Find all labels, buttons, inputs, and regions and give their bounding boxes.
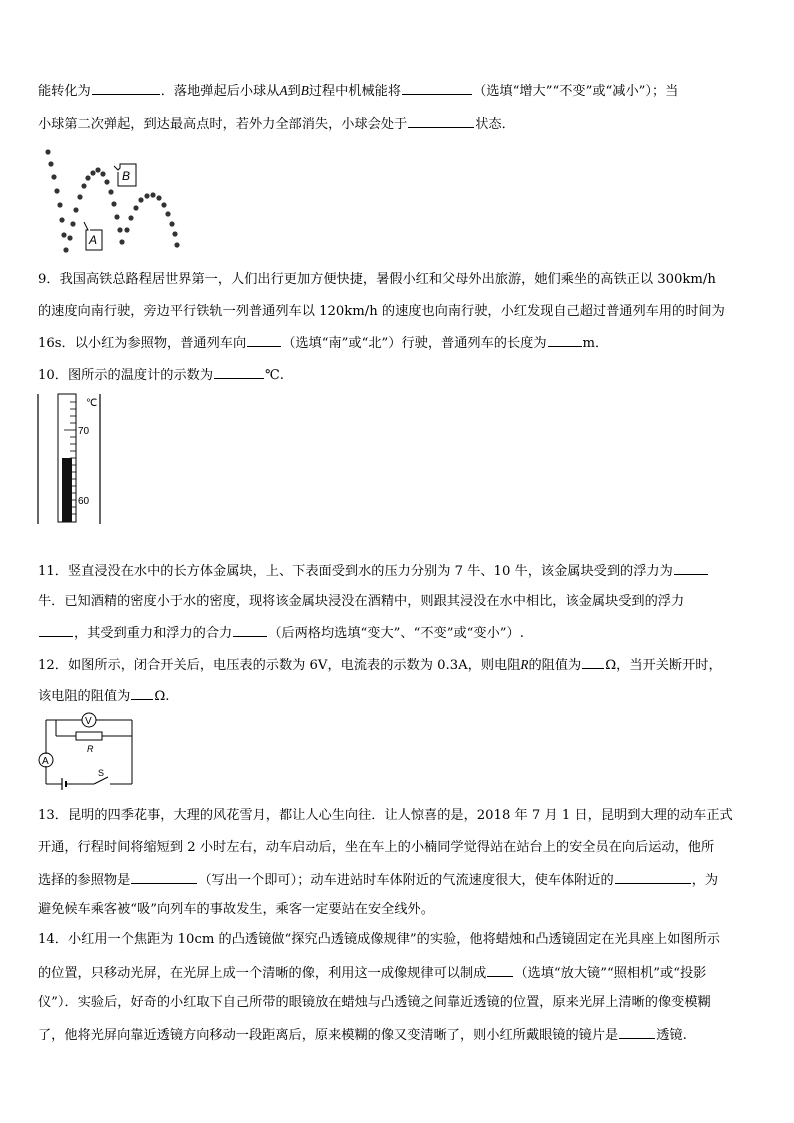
point-b-label: B: [300, 83, 309, 98]
q8-blank-3[interactable]: [408, 113, 474, 128]
q12-text: Ω.: [154, 689, 170, 704]
ball-trajectory: [45, 149, 179, 252]
q8-text: ．落地弹起后小球从: [160, 84, 280, 99]
q12-text: 12．如图所示，闭合开关后，电压表的示数为 6V，电流表的示数为 0.3A，则电阻: [38, 658, 521, 673]
q9-text: （选填“南”或“北”）行驶，普通列车的长度为: [282, 336, 547, 351]
resistor-label: R: [87, 744, 94, 754]
q8-blank-2[interactable]: [402, 80, 472, 95]
q13-blank-1[interactable]: [131, 869, 197, 884]
q8-line-2: [38, 113, 515, 135]
q14-text: 仪”）．实验后，好奇的小红取下自己所带的眼镜放在蜡烛与凸透镜之间靠近透镜的位置，原来光屏上清晰的像变模糊: [38, 995, 711, 1010]
q13-text: ，为: [691, 873, 719, 888]
q14-text: 透镜.: [656, 1028, 687, 1043]
q9-blank-2[interactable]: [548, 332, 582, 347]
ammeter-label: A: [42, 756, 49, 767]
q12-blank-1[interactable]: [582, 654, 604, 669]
circuit-diagram: [36, 712, 142, 790]
q14-text: 的位置，只移动光屏，在光屏上成一个清晰的像，利用这一成像规律可以制成: [38, 966, 487, 981]
q9-text: 的速度向南行驶，旁边平行铁轨一列普通列车以 120km/h 的速度也向南行驶，小红发现自己超过普通列车用的时间为: [38, 304, 725, 319]
q9-line-1: [38, 270, 716, 290]
resistor-symbol: R: [520, 657, 529, 672]
q14-text: 了，他将光屏向靠近透镜方向移动一段距离后，原来模糊的像又变清晰了，则小红所戴眼镜的镜片是: [38, 1028, 619, 1043]
thermometer-figure: [34, 392, 110, 526]
q14-blank-2[interactable]: [619, 1024, 655, 1039]
q10-line-1: [38, 364, 284, 386]
q10-blank[interactable]: [214, 364, 264, 379]
q9-line-2: [38, 302, 725, 322]
q9-text: m．: [582, 336, 609, 351]
q8-blank-1[interactable]: [92, 80, 160, 95]
q9-text: 9．我国高铁总路程居世界第一，人们出行更加方便快捷，暑假小红和父母外出旅游，她们乘坐的高铁正以 300km/h: [38, 272, 716, 287]
callout-b: [114, 164, 136, 186]
q14-line-3: [38, 993, 711, 1013]
tick-label-70: 70: [78, 426, 90, 437]
q9-text: 16s．以小红为参照物，普通列车向: [38, 336, 247, 351]
q11-blank-2[interactable]: [39, 622, 73, 637]
q13-text: 避免候车乘客被“吸”向列车的事故发生，乘客一定要站在安全线外。: [38, 902, 434, 917]
voltmeter-label: V: [85, 716, 92, 727]
q8-line-1: [38, 80, 678, 102]
point-a-label: A: [279, 83, 288, 98]
callout-a: [84, 222, 102, 250]
thermometer-liquid: [62, 458, 72, 522]
q14-line-2: [38, 962, 706, 984]
svg-text:A: A: [89, 233, 98, 247]
q12-blank-2[interactable]: [131, 685, 153, 700]
q9-blank-1[interactable]: [247, 332, 281, 347]
q8-text: 能转化为: [38, 84, 91, 99]
q8-text: 到: [287, 84, 301, 99]
q12-text: 的阻值为: [528, 658, 582, 673]
q11-line-3: [38, 622, 524, 644]
q13-text: （写出一个即可）；动车进站时车体附近的气流速度很大，使车体附近的: [198, 873, 614, 888]
q13-line-1: [38, 806, 733, 826]
q14-text: 14．小红用一个焦距为 10cm 的凸透镜做“探究凸透镜成像规律”的实验，他将蜡烛和凸透镜固定在光具座上如图所示: [38, 932, 720, 947]
q11-text: 11．竖直浸没在水中的长方体金属块，上、下表面受到水的压力分别为 7 牛、10 牛，该金属块受到的浮力为: [38, 564, 673, 579]
q13-text: 选择的参照物是: [38, 873, 131, 888]
q11-blank-3[interactable]: [233, 622, 267, 637]
q14-line-1: [38, 930, 720, 950]
q8-text: 状态．: [475, 117, 515, 132]
q12-text: Ω，当开关断开时，: [605, 658, 722, 673]
q10-text: 10．图所示的温度计的示数为: [38, 368, 214, 383]
q12-line-1: [38, 654, 722, 676]
q13-line-4: [38, 900, 434, 920]
q13-line-3: [38, 869, 718, 891]
q12-line-2: [38, 685, 169, 707]
q14-blank-1[interactable]: [487, 962, 513, 977]
q13-text: 开通，行程时间将缩短到 2 小时左右，动车启动后，坐在车上的小楠同学觉得站在站台上的安全员在向后运动，他所: [38, 840, 715, 855]
q8-text: （选填“增大”“不变”或“减小”）；当: [473, 84, 679, 99]
q14-text: （选填“放大镜”“照相机”或“投影: [514, 966, 707, 981]
q11-text: ，其受到重力和浮力的合力: [74, 626, 233, 641]
q13-text: 13．昆明的四季花事，大理的风花雪月，都让人心生向往．让人惊喜的是，2018 年 7 月 1 日，昆明到大理的动车正式: [38, 808, 733, 823]
q11-line-1: [38, 560, 709, 582]
resistor-symbol-box: [76, 732, 102, 740]
q8-text: 过程中机械能将: [308, 84, 402, 99]
tick-label-60: 60: [78, 496, 90, 507]
q11-text: 牛．已知酒精的密度小于水的密度，现将该金属块浸没在酒精中，则跟其浸没在水中相比，该金属块受到的浮力: [38, 594, 685, 609]
q11-blank-1[interactable]: [674, 560, 708, 575]
svg-text:B: B: [122, 169, 131, 183]
q13-blank-2[interactable]: [615, 869, 691, 884]
q11-text: （后两格均选填“变大”、“不变”或“变小”）.: [268, 626, 524, 641]
bouncing-ball-figure: [40, 142, 190, 260]
switch-label: S: [98, 768, 105, 778]
unit-label: ℃: [86, 398, 98, 409]
q10-text: ℃.: [265, 368, 284, 383]
q9-line-3: [38, 332, 608, 354]
q13-line-2: [38, 838, 714, 858]
q8-text: 小球第二次弹起，到达最高点时，若外力全部消失，小球会处于: [38, 117, 408, 132]
q14-line-4: [38, 1024, 687, 1046]
q12-text: 该电阻的阻值为: [38, 689, 131, 704]
q11-line-2: [38, 592, 684, 612]
